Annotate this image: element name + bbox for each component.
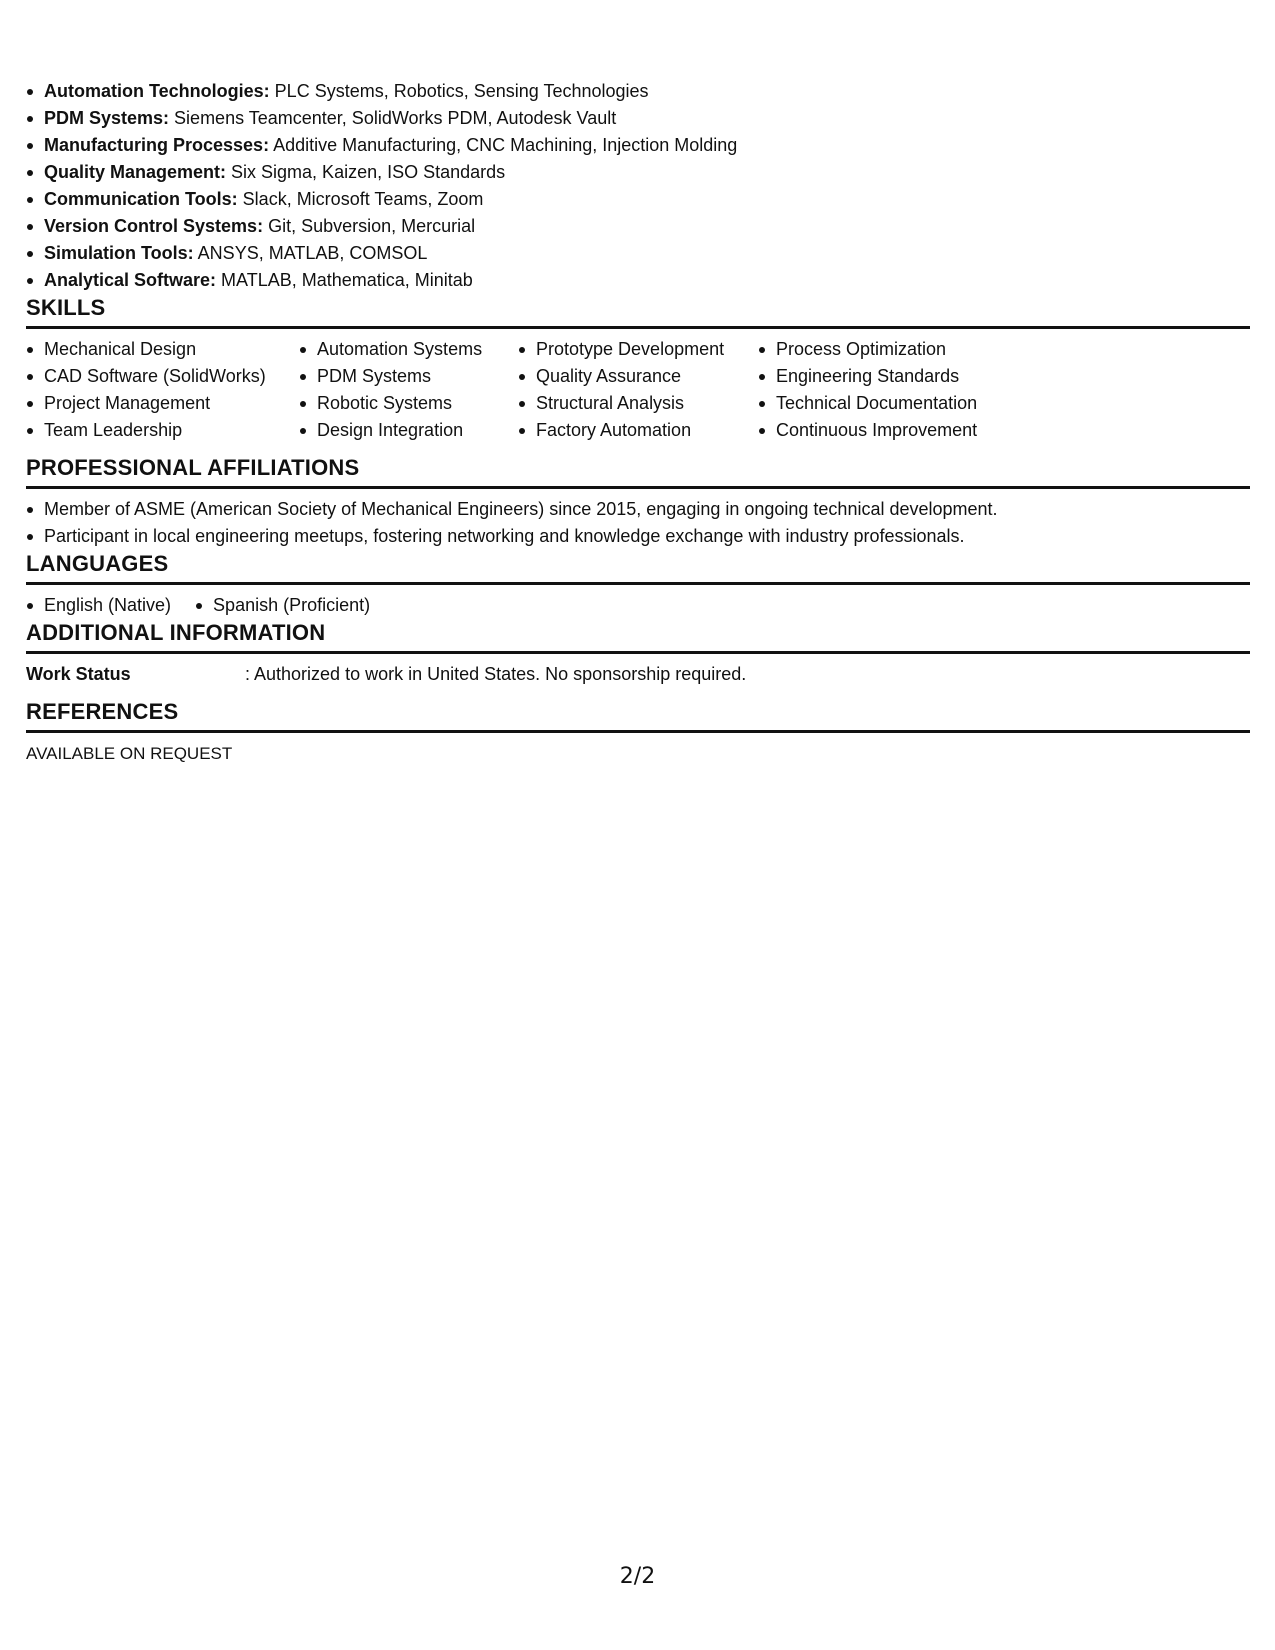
tech-value: PLC Systems, Robotics, Sensing Technologies bbox=[269, 81, 649, 101]
skills-column bbox=[299, 336, 518, 444]
list-item: Automation Systems bbox=[299, 336, 518, 363]
section-title: PROFESSIONAL AFFILIATIONS bbox=[26, 454, 1250, 489]
references-text: AVAILABLE ON REQUEST bbox=[26, 744, 233, 763]
affiliations-section bbox=[26, 454, 1250, 550]
work-status-label: Work Status bbox=[26, 664, 131, 684]
resume-page bbox=[26, 78, 1250, 767]
tech-label: PDM Systems: bbox=[44, 108, 170, 128]
list-item: Project Management bbox=[26, 390, 299, 417]
section-title: LANGUAGES bbox=[26, 550, 1250, 585]
list-item: Quality Assurance bbox=[518, 363, 758, 390]
list-item: Process Optimization bbox=[758, 336, 1018, 363]
list-item: Structural Analysis bbox=[518, 390, 758, 417]
list-item bbox=[26, 159, 1250, 186]
list-item: Technical Documentation bbox=[758, 390, 1018, 417]
skills-column bbox=[26, 336, 299, 444]
tech-label: Quality Management: bbox=[44, 162, 227, 182]
section-title: REFERENCES bbox=[26, 698, 1250, 733]
list-item bbox=[26, 132, 1250, 159]
work-status-row bbox=[26, 661, 1250, 688]
skills-grid bbox=[26, 336, 1250, 444]
tech-value: Siemens Teamcenter, SolidWorks PDM, Autodesk Vault bbox=[169, 108, 617, 128]
list-item: PDM Systems bbox=[299, 363, 518, 390]
list-item bbox=[26, 105, 1250, 132]
list-item: Continuous Improvement bbox=[758, 417, 1018, 444]
list-item bbox=[26, 78, 1250, 105]
tech-value: Slack, Microsoft Teams, Zoom bbox=[237, 189, 484, 209]
list-item: Robotic Systems bbox=[299, 390, 518, 417]
affiliations-list bbox=[26, 496, 1250, 550]
tech-label: Communication Tools: bbox=[44, 189, 238, 209]
list-item bbox=[26, 267, 1250, 294]
tech-label: Simulation Tools: bbox=[44, 243, 194, 263]
page-number: 2/2 bbox=[619, 1564, 656, 1589]
list-item bbox=[26, 213, 1250, 240]
tech-value: MATLAB, Mathematica, Minitab bbox=[216, 270, 473, 290]
list-item: Engineering Standards bbox=[758, 363, 1018, 390]
skills-column bbox=[758, 336, 1018, 444]
tech-label: Version Control Systems: bbox=[44, 216, 264, 236]
list-item: Member of ASME (American Society of Mechanical Engineers) since 2015, engaging in ongoing technical development. bbox=[26, 496, 1250, 523]
languages-section bbox=[26, 550, 1250, 619]
additional-info-section bbox=[26, 619, 1250, 688]
tech-label: Manufacturing Processes: bbox=[44, 135, 270, 155]
list-item: Design Integration bbox=[299, 417, 518, 444]
list-item: English (Native) bbox=[26, 592, 171, 619]
references-section bbox=[26, 698, 1250, 767]
tech-label: Automation Technologies: bbox=[44, 81, 270, 101]
languages-list bbox=[26, 592, 1250, 619]
list-item: CAD Software (SolidWorks) bbox=[26, 363, 299, 390]
list-item: Factory Automation bbox=[518, 417, 758, 444]
tech-value: Six Sigma, Kaizen, ISO Standards bbox=[226, 162, 506, 182]
list-item: Mechanical Design bbox=[26, 336, 299, 363]
list-item: Prototype Development bbox=[518, 336, 758, 363]
list-item bbox=[26, 240, 1250, 267]
list-item: Team Leadership bbox=[26, 417, 299, 444]
section-title: SKILLS bbox=[26, 294, 1250, 329]
list-item: Participant in local engineering meetups, fostering networking and knowledge exchange with industry professionals. bbox=[26, 523, 1250, 550]
technologies-list bbox=[26, 78, 1250, 294]
list-item bbox=[26, 186, 1250, 213]
section-title: ADDITIONAL INFORMATION bbox=[26, 619, 1250, 654]
work-status-value: : Authorized to work in United States. No sponsorship required. bbox=[245, 664, 747, 684]
tech-value: Additive Manufacturing, CNC Machining, Injection Molding bbox=[269, 135, 738, 155]
list-item: Spanish (Proficient) bbox=[195, 592, 370, 619]
skills-column bbox=[518, 336, 758, 444]
tech-value: ANSYS, MATLAB, COMSOL bbox=[193, 243, 428, 263]
skills-section bbox=[26, 294, 1250, 444]
tech-label: Analytical Software: bbox=[44, 270, 217, 290]
tech-value: Git, Subversion, Mercurial bbox=[263, 216, 476, 236]
